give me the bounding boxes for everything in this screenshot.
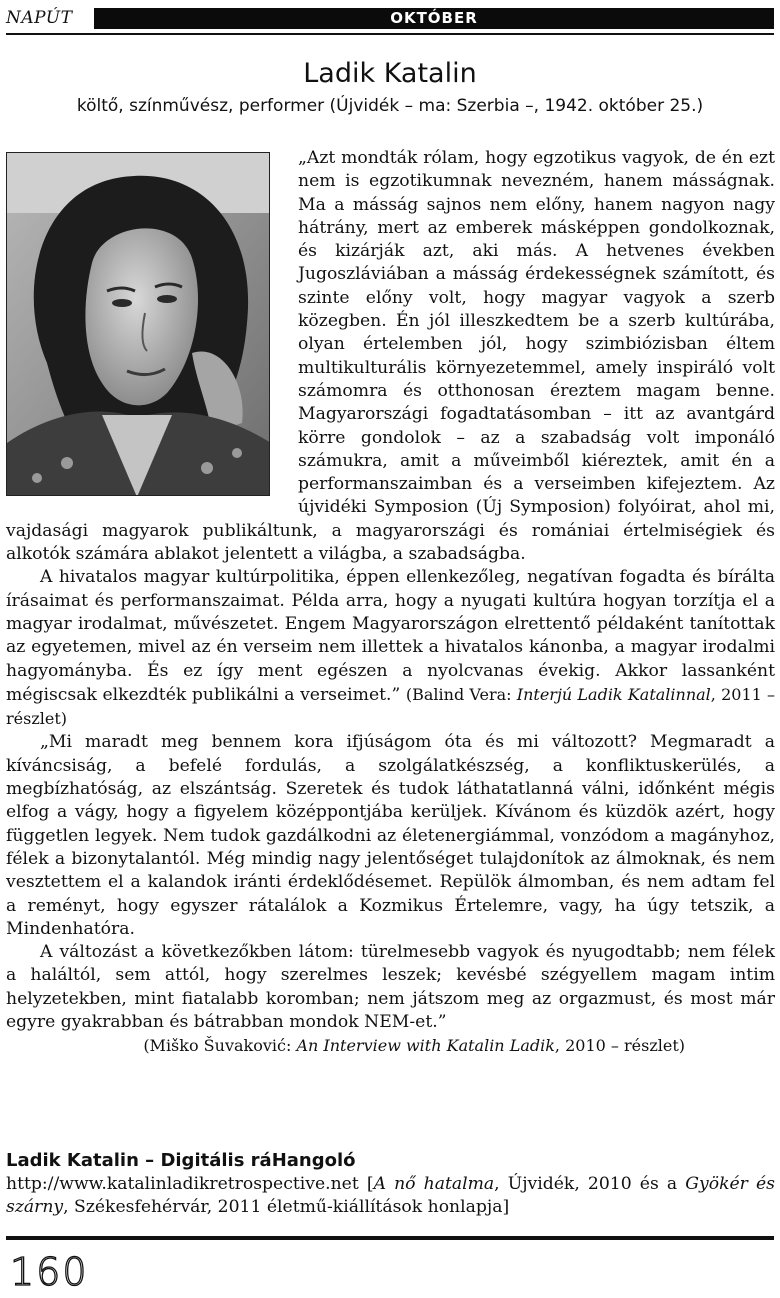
citation-1-title: Interjú Ladik Katalinnal — [516, 684, 711, 704]
footer-rule — [6, 1236, 774, 1240]
section-title: OKTÓBER — [94, 8, 774, 29]
exhibition-title-1: A nő hatalma — [373, 1174, 495, 1194]
links-body — [6, 1173, 775, 1220]
paragraph-4: A változást a következőkben látom: türelmesebb vagyok és nyugodtabb; nem félek a haláltól, sem attól, hogy szerelmes leszek; kevésbé szégyellem magam intim helyzetekben, mint fiatalabb koromban; nem játszom meg az orgazmust, és most már egyre gyakrabban és bátrabban mondok NEM-et.” — [6, 942, 775, 1032]
paragraph-2 — [6, 566, 775, 731]
citation-2-title: An Interview with Katalin Ladik — [296, 1036, 555, 1056]
citation-2 — [6, 1034, 775, 1057]
links-bracket-close: , Székesfehérvár, 2011 életmű-kiállítások honlapja] — [63, 1197, 510, 1218]
page-header — [6, 6, 774, 31]
paragraph-1: „Azt mondták rólam, hogy egzotikus vagyok, de én ezt nem is egzotikumnak nevezném, hanem másságnak. Ma a másság sajnos nem előny, hanem nagyon nagy hátrány, mert az emberek másképpen gondolkoznak, és kizárják azt, aki más. A hetvenes években Jugoszláviában a másság érdekességnek számított, és szinte előny volt, hogy magyar vagyok a szerb közegben. Én jól illeszkedtem be a szerb kultúrába, olyan értelemben jól, hogy szimbiózisban éltem multikulturális környezetemmel, amely inspiráló volt számomra és otthonosan éreztem magam benne. Magyarországi fogadtatásomban – itt az avantgárd körre gondolok – az a szabadság volt imponáló számukra, amit a műveimből kiéreztek, amit én a performanszaimban és a verseimben kifejeztem. Az újvidéki Symposion (Új Symposion) folyóirat, ahol mi, vajdasági magyarok publikáltunk, a magyarországi és romániai értelmiségiek és alkotók számára ablakot jelentett a világba, a szabadságba. — [6, 148, 775, 565]
magazine-logo: NAPÚT — [6, 8, 73, 28]
links-heading: Ladik Katalin – Digitális ráHangoló — [6, 1150, 356, 1171]
links-bracket-open: [ — [358, 1174, 374, 1194]
citation-2-author: (Miško Šuvaković: — [143, 1036, 297, 1056]
page-subtitle: költő, színművész, performer (Újvidék – ma: Szerbia –, 1942. október 25.) — [76, 96, 704, 116]
citation-2-detail: , 2010 – részlet) — [554, 1036, 685, 1056]
citation-1-detail: , 2011 – részlet) — [6, 684, 776, 729]
exhibition-title-2: Gyökér és szárny — [6, 1174, 775, 1218]
paragraph-2-text: A hivatalos magyar kultúrpolitika, éppen ellenkezőleg, negatívan fogadta és bírálta írásaimat és performanszaimat. Példa arra, hogy a nyugati kultúra hogyan torzítja el a magyar irodalmat, művészetet. Engem Magyarországon elrettentő példaként tanítottak az egyetemen, mivel az én verseim nem illettek a hivatalos kánonba, a magyar irodalmi hagyományba. És ez így ment egészen a nyolcvanas évekig. Akkor lassanként mégiscsak elkezdték publikálni a verseimet.” — [6, 567, 775, 705]
page-title: Ladik Katalin — [303, 58, 477, 89]
page-number: 160 — [10, 1250, 89, 1294]
citation-1-author: (Balind Vera: — [405, 684, 517, 704]
paragraph-3: „Mi maradt meg bennem kora ifjúságom óta és mi változott? Megmaradt a kíváncsiság, a befelé fordulás, a szolgálatkészség, a konfliktuskerülés, a megbízhatóság, az elszántság. Szeretek és tudok láthatatlanná válni, időnként mégis elfog a vágy, hogy a figyelem középpontjába kerüljek. Kívánom és küzdök azért, hogy független legyek. Nem tudok gazdálkodni az életenergiámmal, vonzódom a magányhoz, félek a bizonytalantól. Még mindig nagy jelentőséget tulajdonítok az álmoknak, és nem vesztettem el a kalandok iránti érdeklődésemet. Repülök álmomban, és nem adtam fel a reményt, hogy egyszer rátalálok a Kozmikus Értelemre, vagy, ha úgy tetszik, a Mindenhatóra. — [6, 732, 775, 939]
website-link[interactable]: http://www.katalinladikretrospective.net — [6, 1174, 359, 1194]
header-rule — [6, 33, 774, 35]
photo-spacer — [6, 147, 298, 498]
article-body — [6, 147, 775, 1058]
links-middle: , Újvidék, 2010 és a — [494, 1174, 686, 1194]
